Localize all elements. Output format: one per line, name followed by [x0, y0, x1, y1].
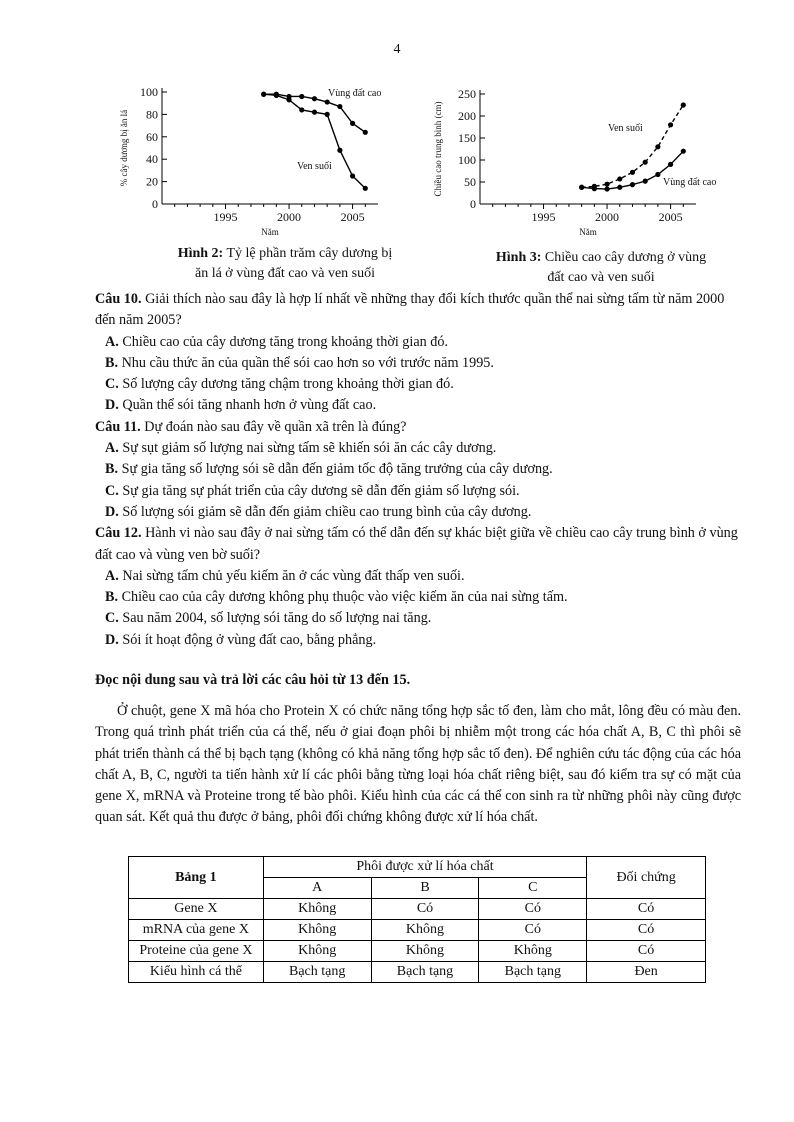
table-sub-header: A: [263, 878, 371, 899]
row-label: Kiểu hình cá thể: [129, 962, 264, 983]
y-tick-label: 100: [140, 85, 158, 99]
table-cell: Có: [479, 920, 587, 941]
option-text: Sự gia tăng số lượng sói sẽ dẫn đến giảm tốc độ tăng trưởng của cây dương.: [121, 461, 553, 478]
y-tick-label: 0: [470, 197, 476, 211]
table-1: [128, 856, 706, 983]
option-key: C.: [105, 376, 119, 393]
data-point: [325, 112, 330, 117]
figure-2-caption: [150, 244, 420, 284]
option-key: C.: [105, 610, 119, 627]
series-label: Vùng đất cao: [663, 177, 717, 188]
option-key: A.: [105, 333, 119, 350]
x-tick-label: 1995: [213, 210, 238, 224]
data-point: [312, 110, 317, 115]
option-11-b: [105, 459, 741, 480]
figure-3-caption-line1: Chiều cao cây dương ở vùng: [544, 250, 707, 265]
option-text: Số lượng sói giảm sẽ dẫn đến giảm chiều cao trung bình của cây dương.: [122, 503, 532, 520]
table-cell: Không: [479, 941, 587, 962]
y-tick-label: 250: [458, 87, 476, 101]
option-10-a: [105, 332, 741, 353]
table-control-header: Đối chứng: [587, 857, 706, 899]
x-tick-label: 2005: [340, 210, 365, 224]
table-cell: Có: [479, 899, 587, 920]
option-key: A.: [105, 567, 119, 584]
option-11-a: [105, 438, 741, 459]
data-point: [274, 93, 279, 98]
data-point: [617, 185, 622, 190]
option-key: D.: [105, 631, 119, 648]
table-cell: Bạch tạng: [479, 962, 587, 983]
figure-3-caption-line2: đất cao và ven suối: [547, 270, 655, 285]
x-tick-label: 1995: [531, 210, 556, 224]
data-point: [312, 96, 317, 101]
y-tick-label: 200: [458, 109, 476, 123]
table-cell: Không: [263, 941, 371, 962]
data-point: [617, 176, 622, 181]
data-point: [630, 170, 635, 175]
data-point: [261, 92, 266, 97]
table-cell: Bạch tạng: [263, 962, 371, 983]
figure-3-label: Hình 3:: [495, 250, 542, 265]
table-cell: Có: [371, 899, 479, 920]
data-point: [655, 172, 660, 177]
data-point: [643, 160, 648, 165]
table-cell: Không: [263, 920, 371, 941]
data-point: [604, 182, 609, 187]
table-title: Bảng 1: [129, 857, 264, 899]
data-point: [643, 179, 648, 184]
option-11-c: [105, 481, 741, 502]
question-label: Câu 12.: [95, 525, 142, 542]
table-cell: Không: [371, 920, 479, 941]
y-axis-label: % cây dương bị ăn lá: [119, 109, 129, 187]
data-point: [592, 186, 597, 191]
table-cell: Đen: [587, 962, 706, 983]
x-tick-label: 2000: [277, 210, 302, 224]
series-label: Ven suối: [608, 123, 643, 134]
option-text: Số lượng cây dương tăng chậm trong khoảng thời gian đó.: [122, 376, 454, 393]
data-point: [299, 107, 304, 112]
row-label: mRNA của gene X: [129, 920, 264, 941]
data-point: [350, 173, 355, 178]
data-point: [579, 185, 584, 190]
y-tick-label: 80: [146, 107, 158, 122]
figure-2-caption-line1: Tỷ lệ phần trăm cây dương bị: [226, 246, 393, 261]
series-label: Ven suối: [297, 161, 332, 172]
page-number: 4: [393, 42, 401, 57]
table-row: [129, 899, 706, 920]
option-text: Sói ít hoạt động ở vùng đất cao, bằng phẳng.: [122, 631, 377, 648]
row-label: Gene X: [129, 899, 264, 920]
data-point: [325, 99, 330, 104]
question-12: [95, 523, 741, 566]
table-sub-header: C: [479, 878, 587, 899]
data-point: [655, 144, 660, 149]
option-11-d: [105, 502, 741, 523]
data-point: [668, 122, 673, 127]
question-text: Hành vi nào sau đây ở nai sừng tấm có thể dẫn đến sự khác biệt giữa về chiều cao cây trung bình ở vùng đất cao và vùng ven bờ suối?: [95, 525, 738, 563]
y-tick-label: 150: [458, 131, 476, 145]
data-point: [668, 162, 673, 167]
table-sub-header: B: [371, 878, 479, 899]
question-text: Giải thích nào sau đây là hợp lí nhất về những thay đổi kích thước quần thể nai sừng tấm từ năm 2000 đến năm 2005?: [95, 291, 725, 329]
option-key: A.: [105, 440, 119, 457]
x-axis-label: Năm: [579, 227, 597, 237]
option-text: Nhu cầu thức ăn của quần thể sói cao hơn so với trước năm 1995.: [121, 354, 494, 371]
y-tick-label: 100: [458, 153, 476, 167]
data-point: [681, 149, 686, 154]
option-text: Sự gia tăng sự phát triển của cây dương sẽ dẫn đến giảm số lượng sói.: [122, 482, 520, 499]
y-tick-label: 20: [146, 174, 158, 189]
option-key: B.: [105, 589, 119, 606]
figure-3-caption: [470, 248, 732, 288]
figure-3-chart: [428, 80, 738, 242]
option-text: Sự sụt giảm số lượng nai sừng tấm sẽ khiến sói ăn các cây dương.: [122, 440, 497, 457]
table-cell: Có: [587, 899, 706, 920]
data-point: [363, 130, 368, 135]
data-point: [363, 186, 368, 191]
question-text: Dự đoán nào sau đây về quần xã trên là đúng?: [144, 418, 407, 435]
option-key: D.: [105, 503, 119, 520]
table-cell: Không: [263, 899, 371, 920]
option-text: Quần thể sói tăng nhanh hơn ở vùng đất cao.: [122, 397, 377, 414]
figure-2-label: Hình 2:: [177, 246, 224, 261]
questions-block: [95, 289, 741, 651]
data-point: [286, 97, 291, 102]
x-tick-label: 2005: [658, 210, 683, 224]
option-key: B.: [105, 354, 119, 371]
option-12-c: [105, 608, 741, 629]
table-cell: Bạch tạng: [371, 962, 479, 983]
option-10-b: [105, 353, 741, 374]
passage: Ở chuột, gene X mã hóa cho Protein X có chức năng tổng hợp sắc tố đen, làm cho mắt, lông đều có màu đen. Trong quá trình phát triển của cá thể, nếu ở giai đoạn phôi bị nhiễm một trong các hóa chất A, B, C thì phôi sẽ phát triển thành cá thể bị bạch tạng (không có khả năng tổng hợp sắc tố đen). Để nghiên cứu tác động của các hóa chất A, B, C, người ta tiến hành xử lí các phôi bằng từng loại hóa chất riêng biệt, sau đó kiểm tra sự có mặt của gene X, mRNA và Proteine trong tế bào phôi. Kiểu hình của các cá thể con sinh ra từ những phôi này cũng được quan sát. Kết quả thu được ở bảng, phôi đối chứng không được xử lí hóa chất.: [95, 703, 741, 826]
data-point: [350, 121, 355, 126]
data-point: [630, 182, 635, 187]
data-point: [299, 94, 304, 99]
y-tick-label: 40: [146, 152, 158, 167]
question-11: [95, 417, 741, 438]
question-label: Câu 10.: [95, 291, 142, 307]
option-text: Nai sừng tấm chủ yếu kiếm ăn ở các vùng đất thấp ven suối.: [122, 567, 465, 584]
section-heading: Đọc nội dung sau và trả lời các câu hỏi từ 13 đến 15.: [95, 672, 411, 688]
series-label: Vùng đất cao: [328, 88, 382, 99]
option-text: Sau năm 2004, số lượng sói tăng do số lượng nai tăng.: [122, 610, 432, 627]
y-axis-label: Chiều cao trung bình (cm): [433, 101, 443, 197]
figure-2-chart: [110, 80, 400, 242]
table-cell: Có: [587, 941, 706, 962]
question-label: Câu 11.: [95, 418, 141, 435]
y-tick-label: 0: [152, 197, 158, 211]
table-row: [129, 920, 706, 941]
option-10-d: [105, 395, 741, 416]
table-cell: Có: [587, 920, 706, 941]
option-12-d: [105, 630, 741, 651]
option-text: Chiều cao của cây dương tăng trong khoảng thời gian đó.: [122, 333, 449, 350]
option-12-b: [105, 587, 741, 608]
x-axis-label: Năm: [261, 227, 279, 237]
data-point: [604, 186, 609, 191]
data-point: [337, 104, 342, 109]
data-point: [337, 148, 342, 153]
table-row: [129, 941, 706, 962]
table-group-header: Phôi được xử lí hóa chất: [263, 857, 586, 878]
y-tick-label: 60: [146, 129, 158, 144]
question-10: [95, 289, 741, 332]
figure-2-caption-line2: ăn lá ở vùng đất cao và ven suối: [194, 266, 376, 281]
y-tick-label: 50: [464, 175, 476, 189]
data-point: [681, 102, 686, 107]
series-line: [582, 105, 684, 187]
table-cell: Không: [371, 941, 479, 962]
option-text: Chiều cao của cây dương không phụ thuộc vào việc kiếm ăn của nai sừng tấm.: [121, 589, 568, 606]
option-key: B.: [105, 461, 119, 478]
option-key: D.: [105, 397, 119, 414]
row-label: Proteine của gene X: [129, 941, 264, 962]
option-10-c: [105, 374, 741, 395]
option-key: C.: [105, 482, 119, 499]
x-tick-label: 2000: [595, 210, 620, 224]
table-row: [129, 962, 706, 983]
option-12-a: [105, 566, 741, 587]
series-line: [264, 94, 366, 188]
